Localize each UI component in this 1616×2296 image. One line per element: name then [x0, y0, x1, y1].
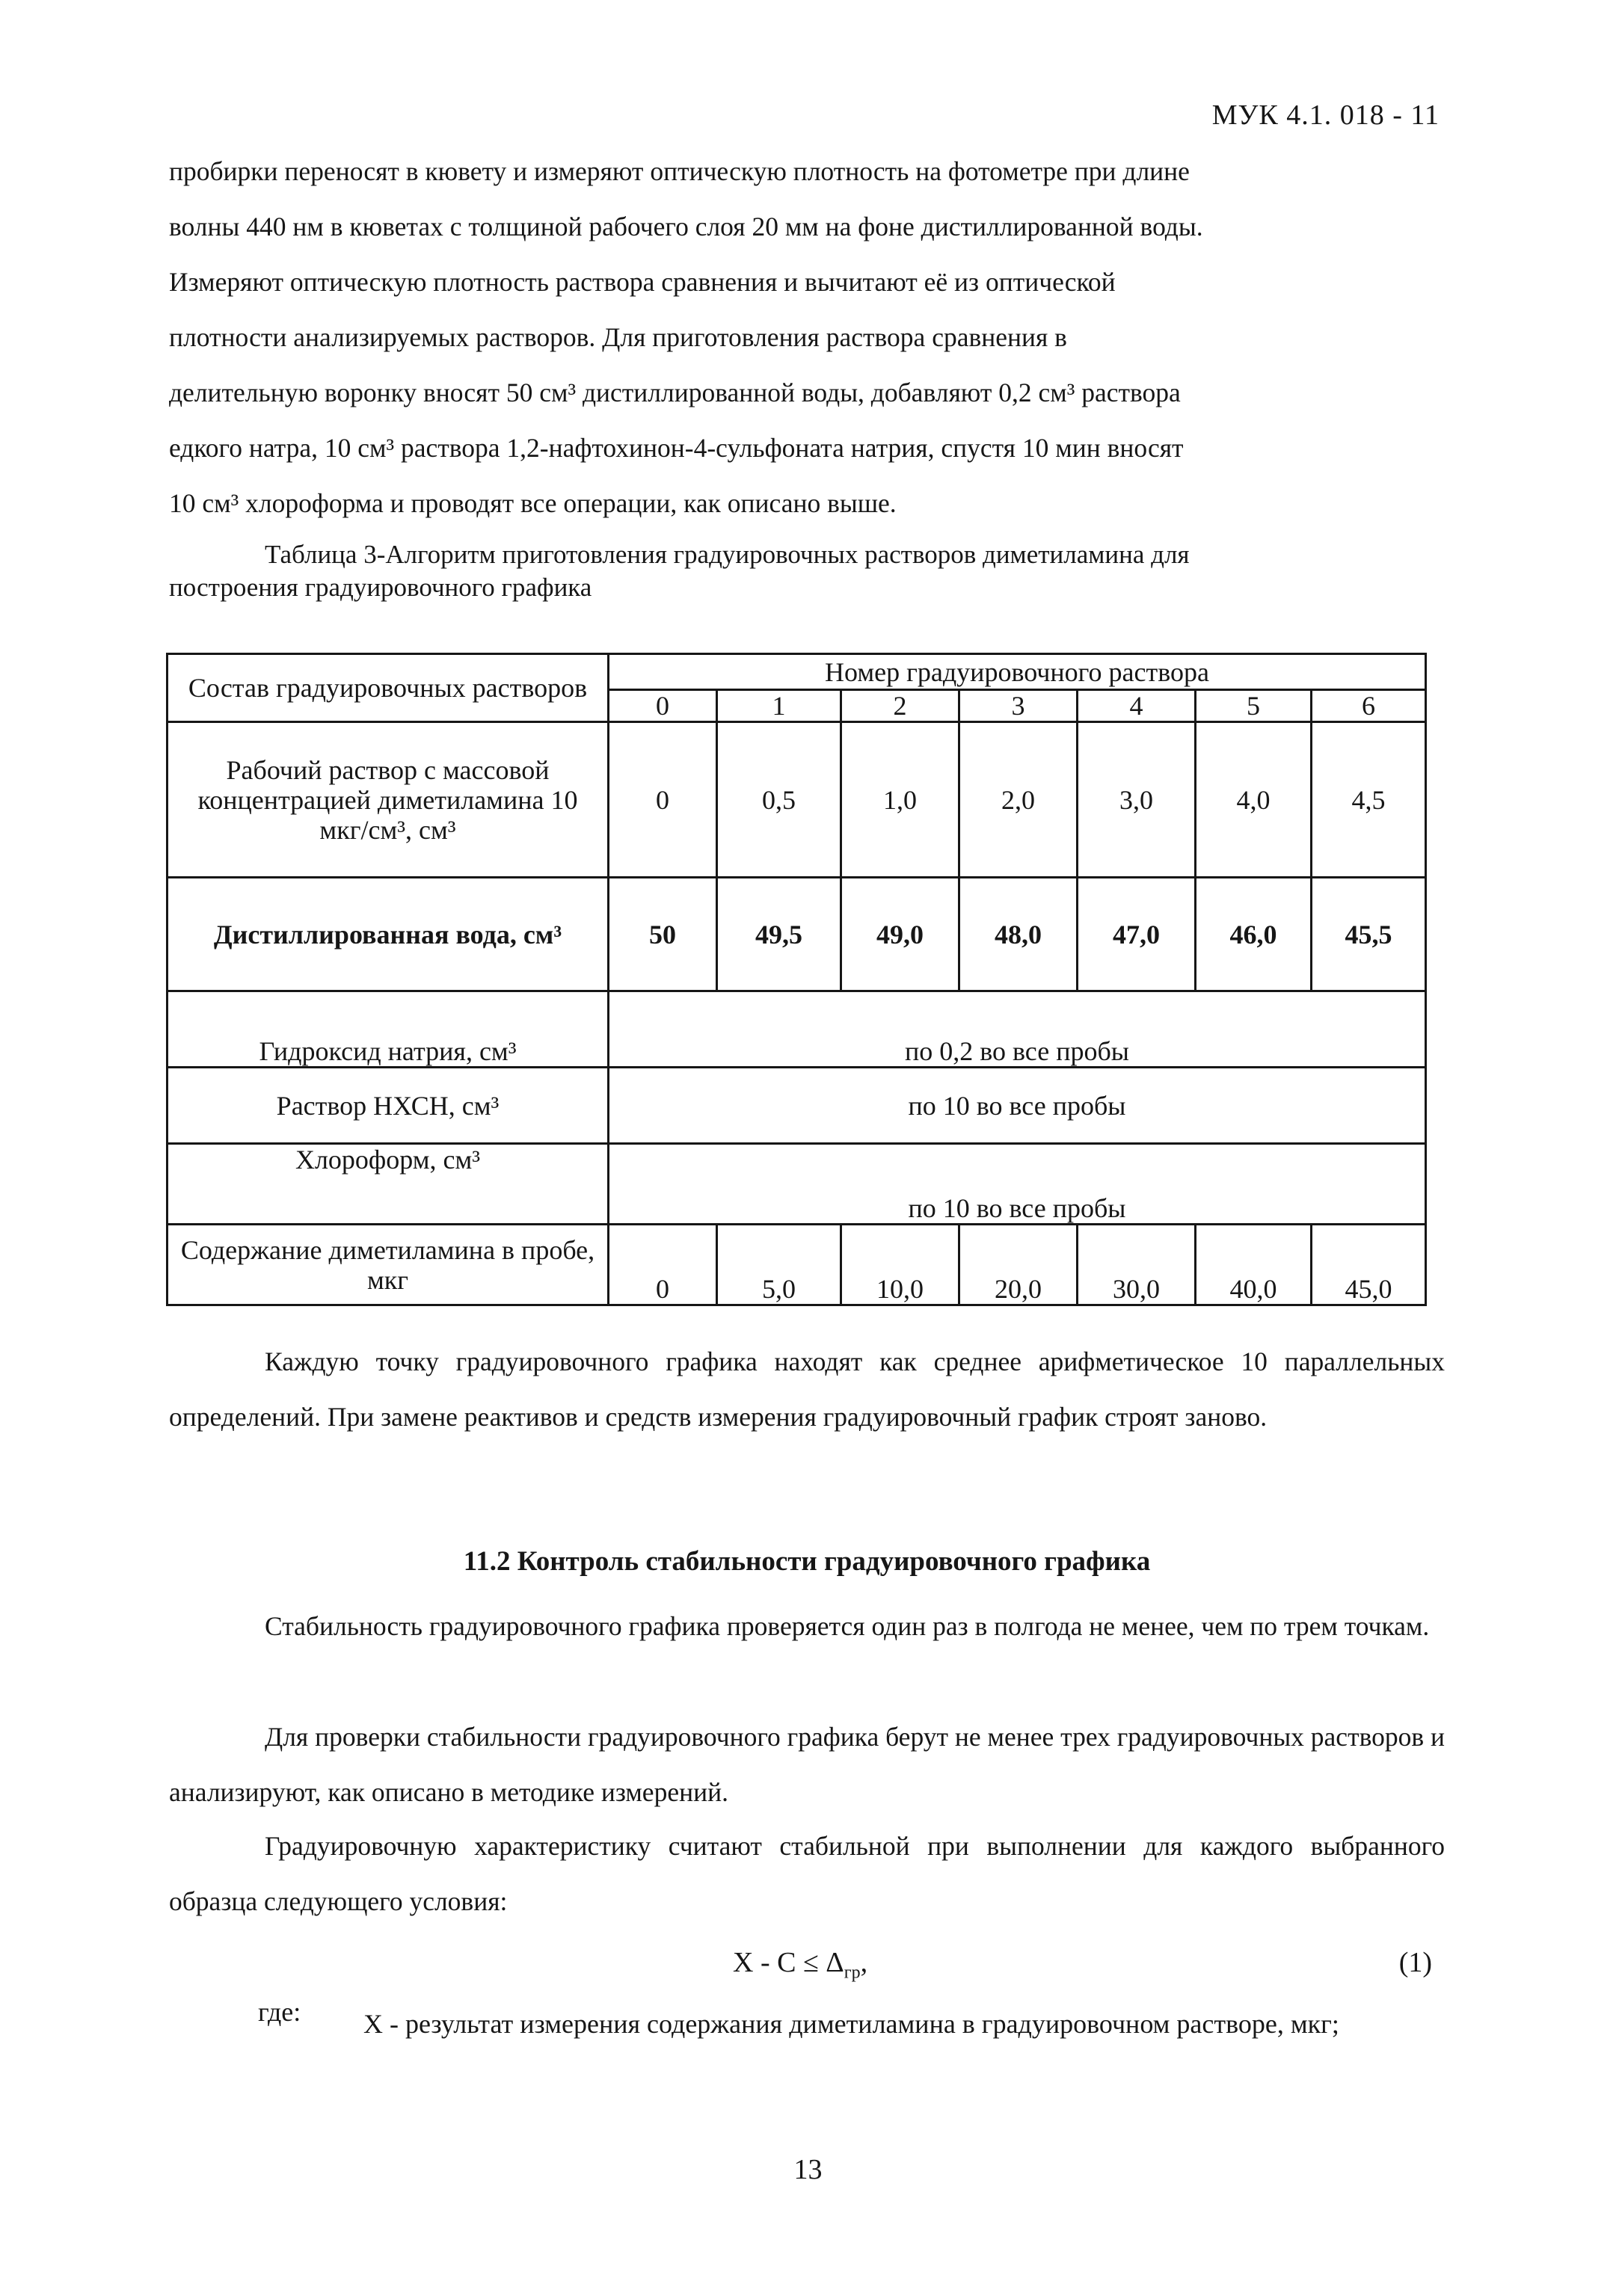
section-title: 11.2 Контроль стабильности градуировочного графика: [463, 1546, 1151, 1577]
table-cell: 0: [609, 1225, 717, 1305]
table-cell: 49,0: [841, 878, 959, 991]
paragraph-5-text: Градуировочную характеристику считают стабильной при выполнении для каждого выбранного образца следующего условия:: [169, 1831, 1445, 1916]
row-label-working-solution: Рабочий раствор с массовой концентрацией диметиламина 10 мкг/см³, см³: [168, 722, 609, 878]
table-cell: 5,0: [717, 1225, 841, 1305]
row-label-nhsn-solution: Раствор НХСН, см³: [168, 1068, 609, 1144]
table-caption: [169, 538, 1445, 604]
paragraph-1-line: волны 440 нм в кюветах с толщиной рабочего слоя 20 мм на фоне дистиллированной воды.: [169, 212, 1203, 241]
table-number-cell: 5: [1196, 690, 1312, 722]
table-cell: 20,0: [959, 1225, 1078, 1305]
table-merged-cell: по 0,2 во все пробы: [609, 991, 1426, 1068]
table-header-composition: Состав градуировочных растворов: [168, 654, 609, 722]
table-number-cell: 6: [1312, 690, 1426, 722]
table-merged-cell: по 10 во все пробы: [609, 1068, 1426, 1144]
row-label-distilled-water: Дистиллированная вода, см³: [168, 878, 609, 991]
paragraph-5: [169, 1818, 1445, 1929]
table-caption-line-2: построения градуировочного графика: [169, 573, 592, 602]
page-number: 13: [793, 2154, 823, 2185]
table-caption-line-1: Таблица 3-Алгоритм приготовления градуировочных растворов диметиламина для: [265, 540, 1190, 569]
paragraph-1-line: Измеряют оптическую плотность раствора сравнения и вычитают её из оптической: [169, 267, 1116, 297]
table-number-cell: 3: [959, 690, 1078, 722]
paragraph-1-line: делительную воронку вносят 50 см³ дистиллированной воды, добавляют 0,2 см³ раствора: [169, 378, 1181, 407]
table-number-cell: 4: [1078, 690, 1196, 722]
table-header-solution-number: Номер градуировочного раствора: [609, 654, 1426, 690]
table-row: [168, 878, 1426, 991]
formula: [733, 1946, 867, 1983]
table-number-cell: 2: [841, 690, 959, 722]
formula-main: X - C ≤ Δ: [733, 1947, 844, 1978]
table-header-row: [168, 654, 1426, 690]
table-cell: 0: [609, 722, 717, 878]
table-cell: 30,0: [1078, 1225, 1196, 1305]
table-cell: 47,0: [1078, 878, 1196, 991]
paragraph-1-line: 10 см³ хлороформа и проводят все операции, как описано выше.: [169, 488, 897, 518]
table-cell: 2,0: [959, 722, 1078, 878]
table-cell: 45,0: [1312, 1225, 1426, 1305]
paragraph-3: [169, 1598, 1445, 1654]
paragraph-1-line: едкого натра, 10 см³ раствора 1,2-нафтохинон-4-сульфоната натрия, спустя 10 мин вносят: [169, 433, 1184, 463]
calibration-table: [166, 653, 1427, 1306]
formula-suffix: ,: [860, 1947, 868, 1978]
table-row: [168, 1225, 1426, 1305]
table-cell: 50: [609, 878, 717, 991]
table-row: [168, 1068, 1426, 1144]
table-number-cell: 0: [609, 690, 717, 722]
table-cell: 48,0: [959, 878, 1078, 991]
formula-subscript: гр: [844, 1963, 861, 1983]
paragraph-2-text: Каждую точку градуировочного графика находят как среднее арифметическое 10 параллельных определений. При замене реактивов и средств измерения градуировочный график строят заново.: [169, 1346, 1445, 1432]
paragraph-2: [169, 1334, 1445, 1444]
row-label-dimethylamine-content: Содержание диметиламина в пробе, мкг: [168, 1225, 609, 1305]
paragraph-1-line: плотности анализируемых растворов. Для приготовления раствора сравнения в: [169, 322, 1067, 352]
table-cell: 0,5: [717, 722, 841, 878]
table-number-cell: 1: [717, 690, 841, 722]
paragraph-1-line: пробирки переносят в кювету и измеряют оптическую плотность на фотометре при длине: [169, 156, 1190, 186]
formula-number: (1): [1398, 1947, 1432, 1978]
where-definition: X - результат измерения содержания диметиламина в градуировочном растворе, мкг;: [363, 2009, 1339, 2039]
table-cell: 45,5: [1312, 878, 1426, 991]
table-cell: 1,0: [841, 722, 959, 878]
paragraph-1: [169, 144, 1445, 531]
row-label-chloroform: Хлороформ, см³: [168, 1144, 609, 1225]
paragraph-3-text: Стабильность градуировочного графика проверяется один раз в полгода не менее, чем по трем точкам.: [265, 1611, 1430, 1641]
table-cell: 46,0: [1196, 878, 1312, 991]
table-cell: 40,0: [1196, 1225, 1312, 1305]
table-row: [168, 1144, 1426, 1225]
table-cell: 4,5: [1312, 722, 1426, 878]
paragraph-4-text: Для проверки стабильности градуировочного графика берут не менее трех градуировочных растворов и анализируют, как описано в методике измерений.: [169, 1722, 1445, 1807]
document-code: МУК 4.1. 018 - 11: [1211, 99, 1440, 131]
table-cell: 3,0: [1078, 722, 1196, 878]
table-merged-cell: по 10 во все пробы: [609, 1144, 1426, 1225]
table-row: [168, 991, 1426, 1068]
paragraph-4: [169, 1709, 1445, 1820]
row-label-sodium-hydroxide: Гидроксид натрия, см³: [168, 991, 609, 1068]
where-label: где:: [258, 1997, 301, 2027]
table-row: [168, 722, 1426, 878]
table-cell: 49,5: [717, 878, 841, 991]
table-cell: 4,0: [1196, 722, 1312, 878]
table-cell: 10,0: [841, 1225, 959, 1305]
